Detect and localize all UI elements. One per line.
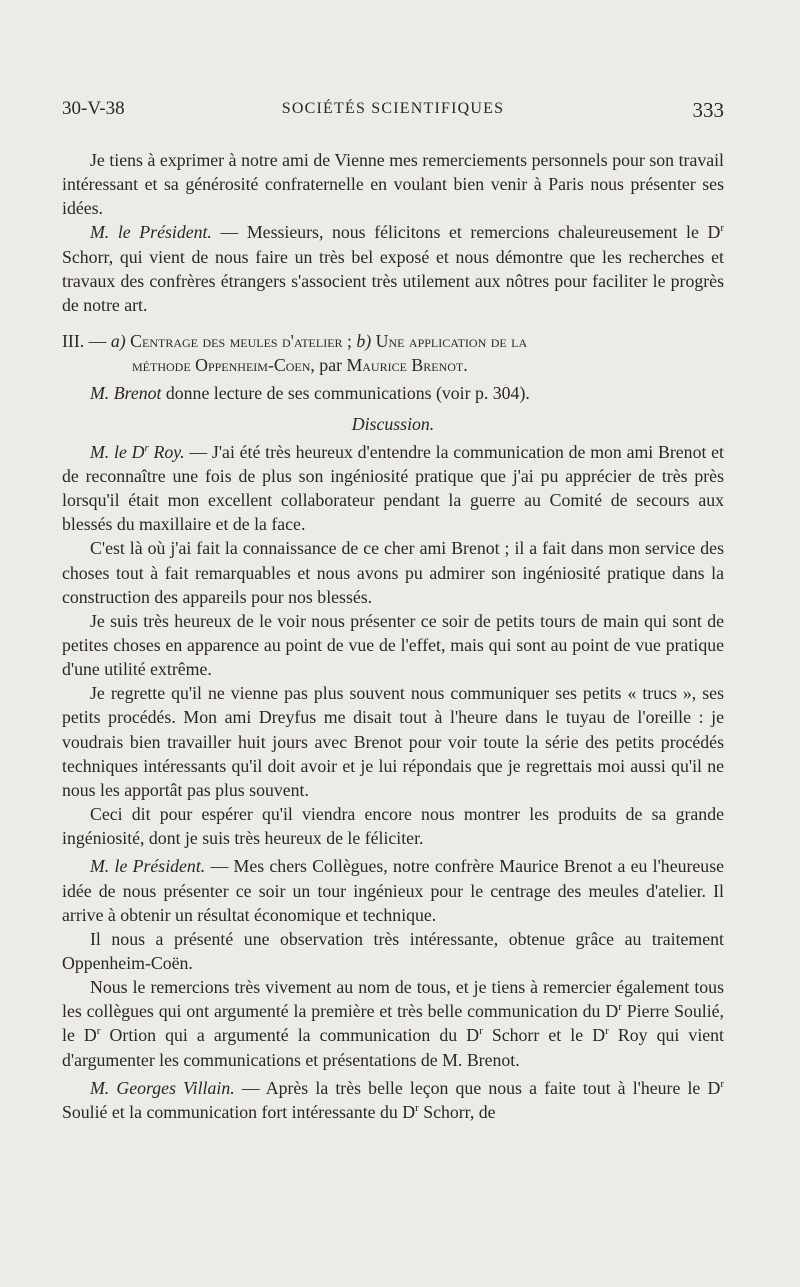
paragraph: C'est là où j'ai fait la connaissance de ce cher ami Brenot ; il a fait dans mon service des choses tout à fait remarquables et nous avons pu admirer son ingéniosité pratique dans la construction des appareils pour nos blessés. — [62, 538, 724, 607]
speaker: M. Brenot — [90, 383, 162, 404]
paragraph: Je regrette qu'il ne vienne pas plus souvent nous communiquer ses petits « trucs », ses petits procédés. Mon ami Dreyfus me disait tout à l'heure dans le tuyau de l'oreille : je voudrais bien travailler huit jours avec Brenot pour voir toute la série des petits procédés techniques intéressants qu'il doit avoir et je lui répondais que je regrettais moi aussi qu'il ne nous les apportât pas plus souvent. — [62, 683, 724, 800]
running-title: SOCIÉTÉS SCIENTIFIQUES — [281, 100, 505, 117]
paragraph: Nous le remercions très vivement au nom de tous, et je tiens à remercier également tous les collègues qui ont argumenté la première et très belle communication du $D^r$ Pierre Soulié, le $D^r$ Ortion qui a argumenté la communication du $D^r$ Schorr et le $D^r$ Roy qui vient d'argumenter les communications et présentations de M. Brenot. — [62, 977, 724, 1070]
section-heading: III. — a) Centrage des meules d'atelier ; b) Une application de la méthode Oppenheim-Coen, par Maurice Brenot. — [62, 331, 528, 376]
page-number: 333 — [692, 98, 724, 122]
paragraph: Ceci dit pour espérer qu'il viendra encore nous montrer les produits de sa grande ingéniosité, dont je suis très heureux de le féliciter. — [62, 804, 724, 849]
paragraph: M. le Président. — Messieurs, nous félicitons et remercions chaleureusement le $D^r$ Schorr, qui vient de nous faire un très bel exposé et nous démontre que les recherches et travaux des confrères étrangers s'associent très utilement aux nôtres pour faciliter le progrès de notre art. — [62, 222, 724, 315]
body-text — [62, 148, 724, 1124]
paragraph: M. le Président. — Mes chers Collègues, notre confrère Maurice Brenot a eu l'heureuse idée de nous présenter ce soir un tour ingénieux pour le centrage des meules d'atelier. Il arrive à obtenir un résultat économique et technique. — [62, 856, 725, 925]
speaker: M. le Président. — [90, 856, 206, 877]
speaker: M. le $D^r$ Roy. — [90, 441, 185, 462]
paragraph: M. le $D^r$ Roy. — J'ai été très heureux d'entendre la communication de mon ami Brenot et de reconnaître une fois de plus son ingéniosité pratique que j'ai pu apprécier de très près lorsqu'il était mon excellent collaborateur pendant la guerre au Comité de secours aux blessés du maxillaire et de la face. — [62, 441, 724, 535]
discussion-heading: Discussion. — [351, 413, 435, 434]
page-header — [62, 98, 724, 130]
paragraph: Il nous a présenté une observation très intéressante, obtenue grâce au traitement Oppenheim-Coën. — [62, 928, 724, 973]
speaker: M. le Président. — [90, 222, 212, 243]
paragraph: Je tiens à exprimer à notre ami de Vienne mes remerciements personnels pour son travail intéressant et sa générosité confraternelle en voulant bien venir à Paris nous présenter ses idées. — [62, 150, 724, 219]
speaker: M. Georges Villain. — [90, 1077, 235, 1098]
paragraph: M. Georges Villain. — Après la très belle leçon que nous a faite tout à l'heure le $D^r$ Soulié et la communication fort intéressante du $D^r$ Schorr, de — [62, 1077, 724, 1122]
paragraph: M. Brenot donne lecture de ses communications (voir p. 304). — [90, 383, 530, 404]
header-date: 30-V-38 — [62, 98, 125, 119]
paragraph: Je suis très heureux de le voir nous présenter ce soir de petits tours de main qui sont de petites choses en apparence au point de vue de l'effet, mais qui sont au point de vue pratique d'une utilité extrême. — [62, 610, 724, 680]
